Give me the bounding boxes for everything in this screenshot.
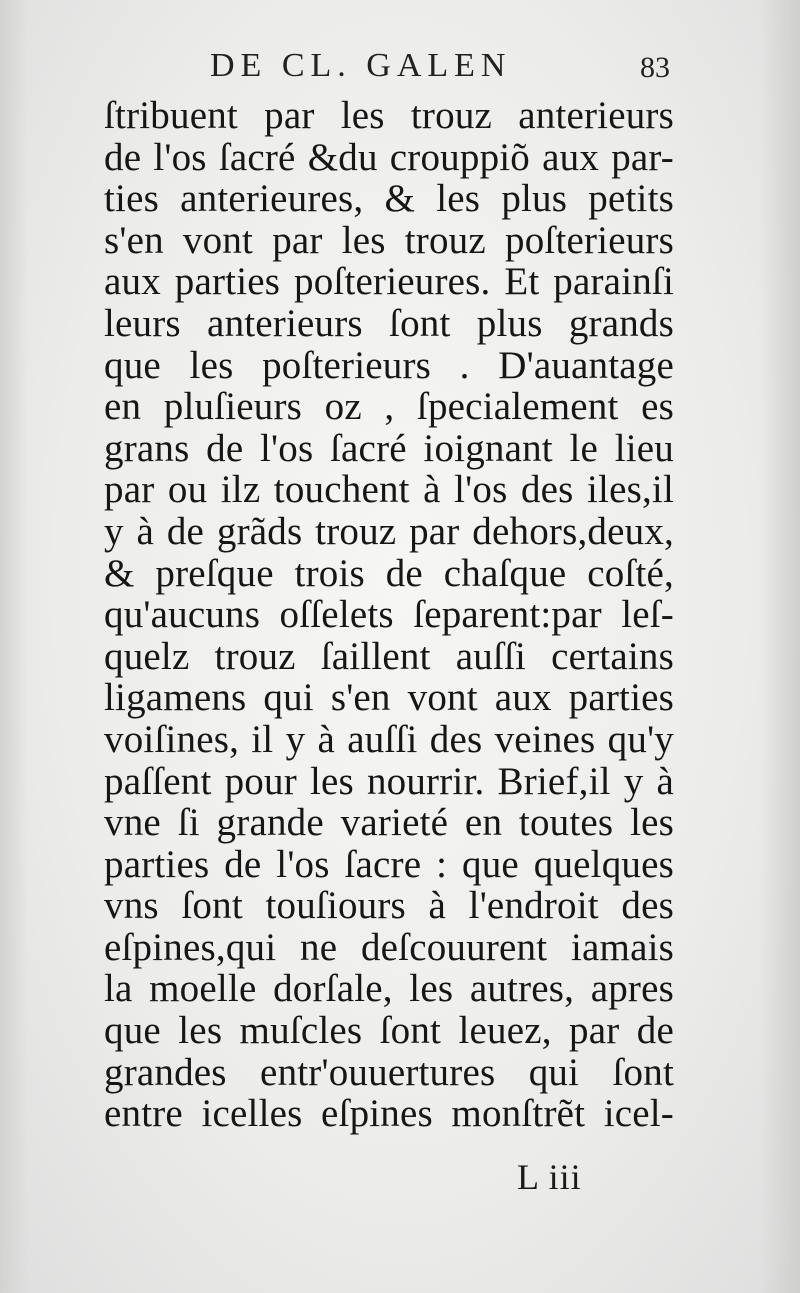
text-line: & preſque trois de chaſque coſté, [104,551,674,595]
signature-mark: L iii [517,1157,582,1197]
text-line: que les poſterieurs . D'auantage [104,343,674,387]
text-line: ties anterieures, & les plus petits [104,177,674,221]
text-line: la moelle dorſale, les autres, apres [104,967,674,1011]
page-edge-shadow-right [760,0,800,1293]
running-head: DE CL. GALEN [210,47,512,84]
page-number: 83 [640,51,670,84]
text-line: que les muſcles ſont leuez, par de [104,1009,674,1053]
text-line: vne ſi grande varieté en toutes les [104,801,674,845]
text-line: aux parties poſterieures. Et parainſi [104,260,674,304]
text-line: entre icelles eſpines monſtrẽt icel- [104,1092,674,1136]
text-line: y à de grãds trouz par dehors,deux, [104,509,674,553]
page-header [110,46,670,96]
text-line: ſtribuent par les trouz anterieurs [104,94,674,137]
text-line: s'en vont par les trouz poſterieurs [104,218,674,262]
text-line: de l'os ſacré &du crouppiõ aux par- [104,135,674,179]
text-line: eſpines,qui ne deſcouurent iamais [104,925,674,969]
text-line: qu'aucuns oſſelets ſeparent:par leſ- [104,593,674,637]
text-line: paſſent pour les nourrir. Brief,il y à [104,759,674,803]
text-line: en pluſieurs oz , ſpecialement es [104,385,674,429]
text-line: quelz trouz ſaillent auſſi certains [104,634,674,678]
text-line: ligamens qui s'en vont aux parties [104,676,674,720]
text-line: voiſines, il y à auſſi des veines qu'y [104,717,674,761]
text-line: vns ſont touſiours à l'endroit des [104,884,674,928]
text-line: grans de l'os ſacré ioignant le lieu [104,426,674,470]
text-line: leurs anterieurs ſont plus grands [104,301,674,345]
text-line: parties de l'os ſacre : que quelques [104,842,674,886]
page-edge-shadow-left [0,0,28,1293]
text-line: grandes entr'ouuertures qui ſont [104,1050,674,1094]
body-text [104,95,674,1135]
text-line: par ou ilz touchent à l'os des iles,il [104,468,674,512]
